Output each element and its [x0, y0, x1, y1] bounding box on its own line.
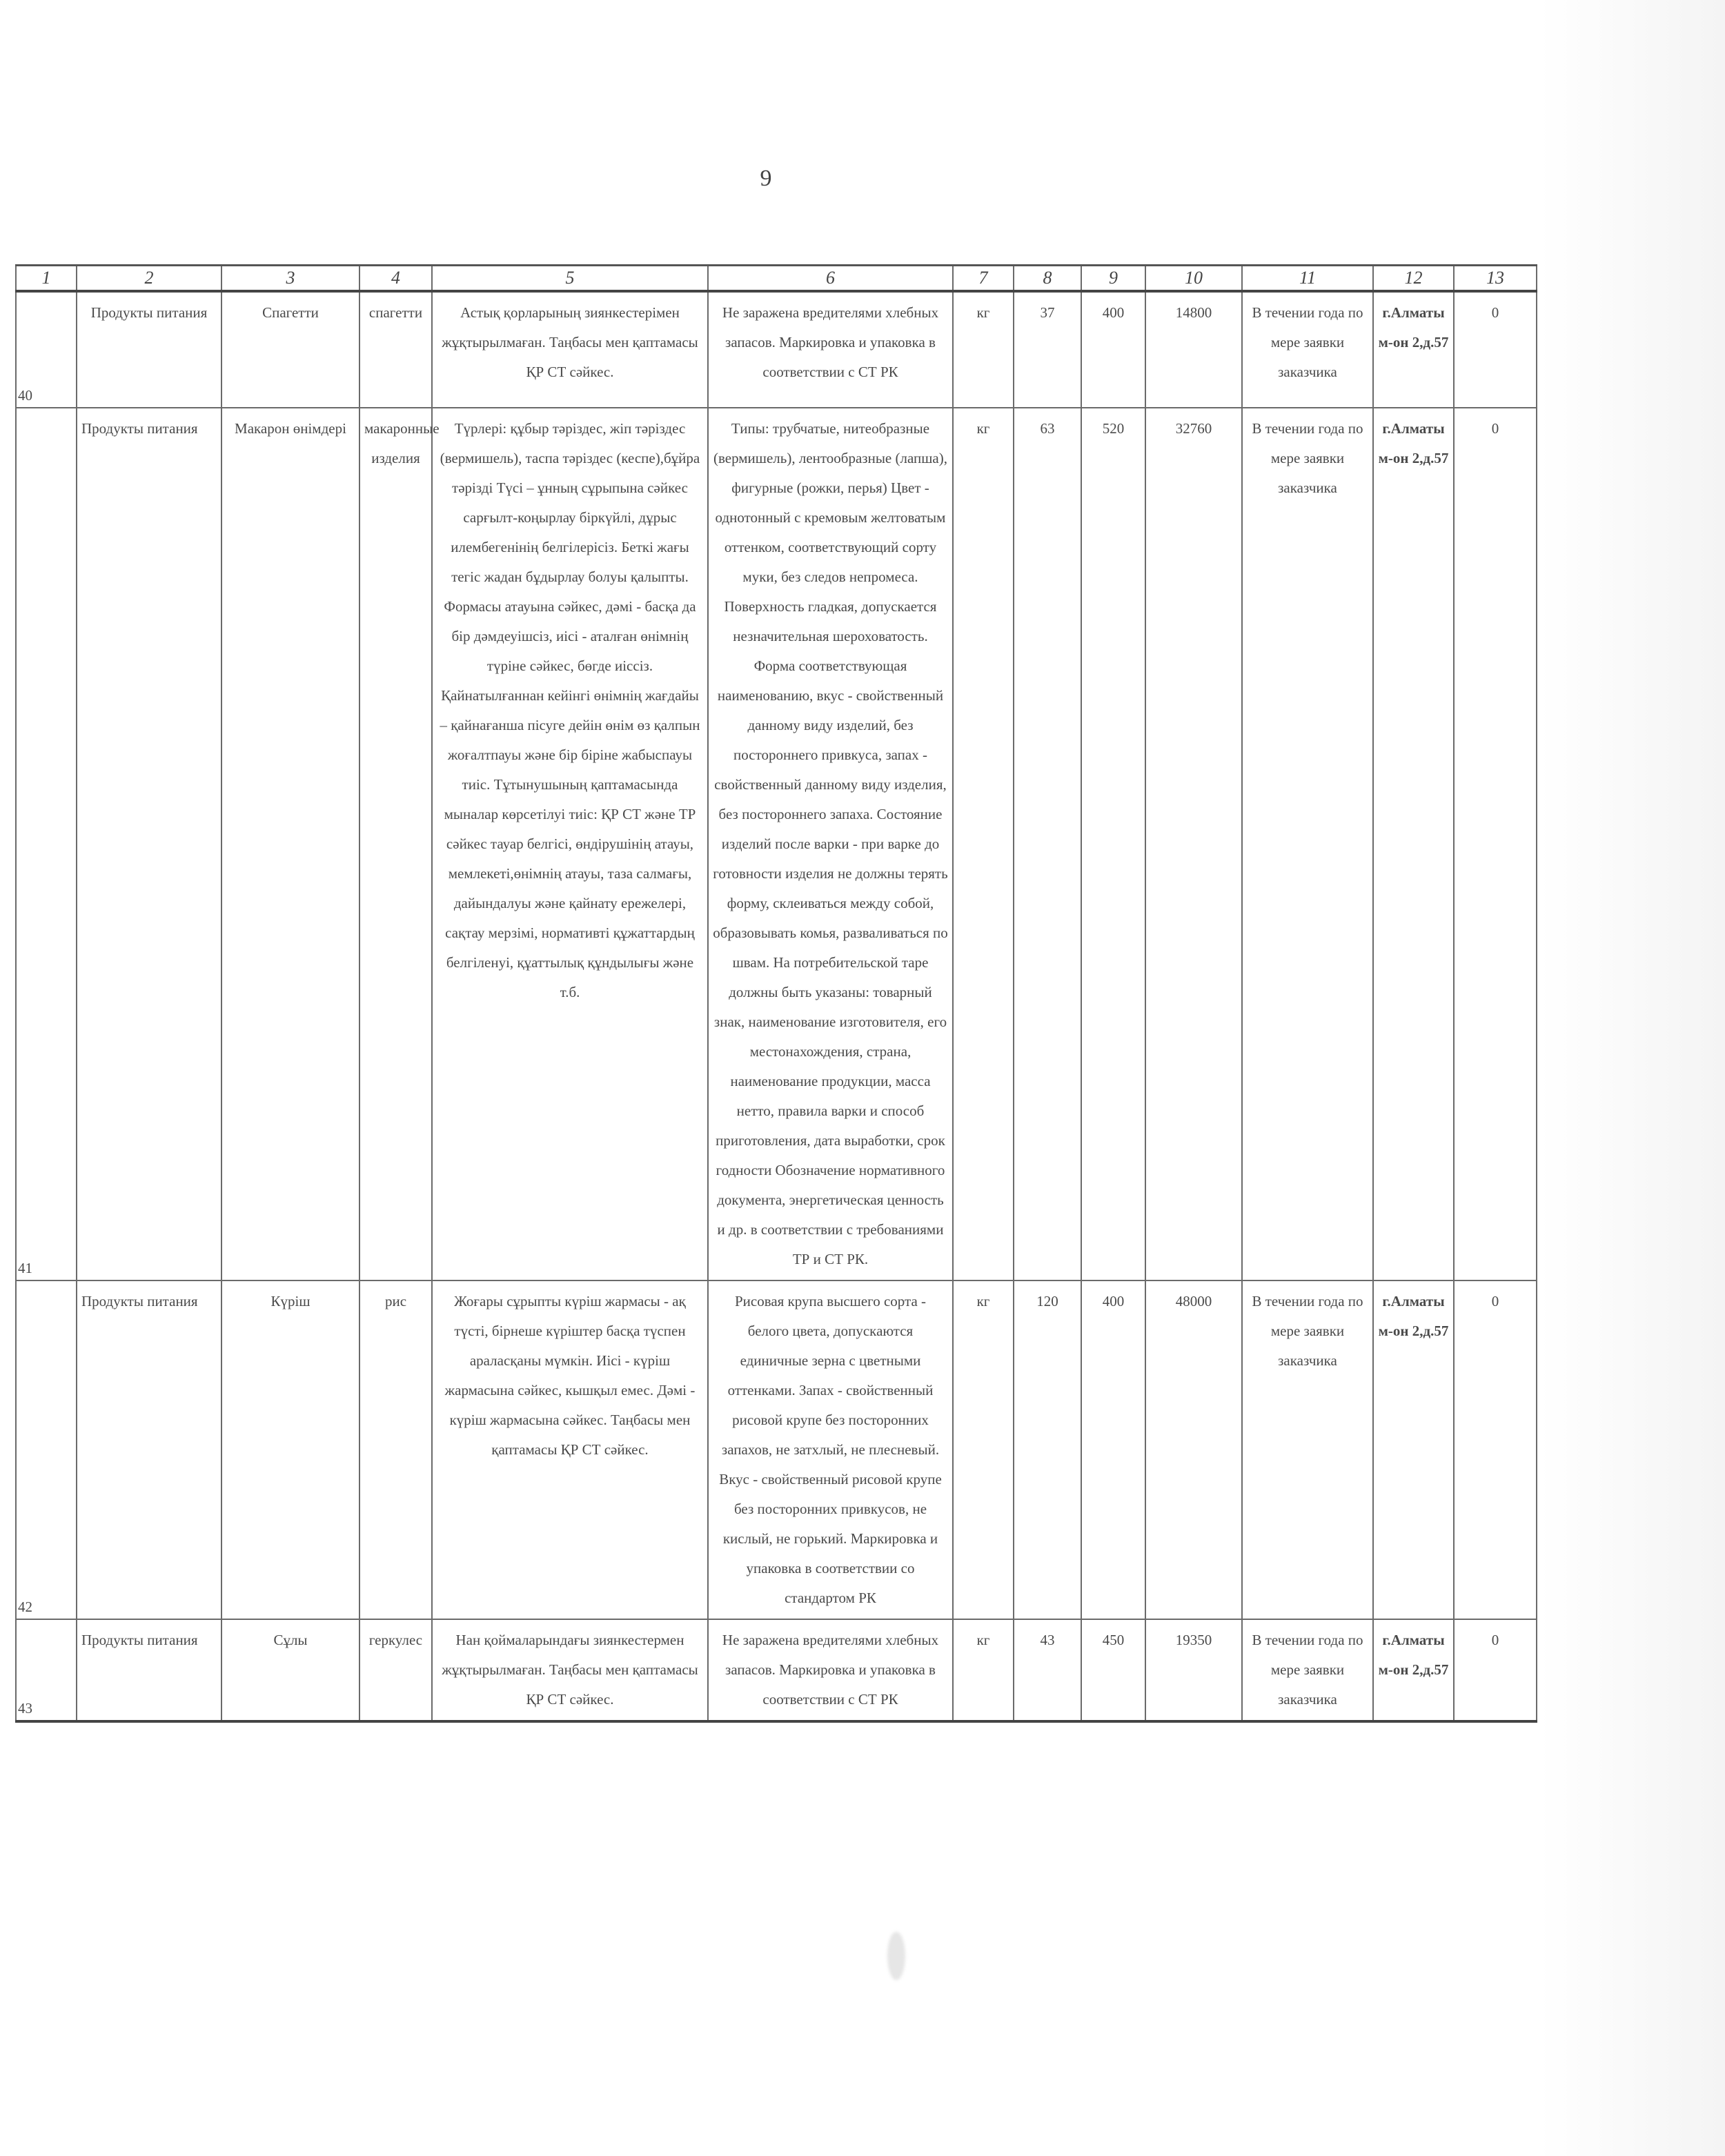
header-cell: 4 [359, 266, 432, 292]
row-number-cell [16, 408, 77, 1280]
row-number: 40 [18, 387, 32, 404]
quantity-cell: 37 [1014, 291, 1081, 408]
advance-cell: 0 [1454, 291, 1537, 408]
delivery-place-cell: г.Алматы м-он 2,д.57 [1373, 408, 1454, 1280]
unit-cell: кг [953, 1280, 1014, 1619]
unit-cell: кг [953, 291, 1014, 408]
page-number: 9 [760, 166, 772, 191]
scan-edge-shading [1539, 0, 1725, 2156]
description-kz-cell: Жоғары сұрыпты күріш жармасы - ақ түсті, бірнеше күріштер басқа түспен араласқаны мүмкін. Иісі - күріш жармасына сәйкес, кышқыл емес. Дәмі - күріш жармасына сәйкес. Таңбасы мен қаптамасы ҚР СТ сәйкес. [432, 1280, 708, 1619]
name-ru-cell: геркулес [359, 1619, 432, 1721]
description-kz-cell: Түрлері: құбыр тәріздес, жіп тәріздес (вермишель), таспа тәріздес (кеспе),бұйра тәрізді Түсі – ұнның сұрыпына сәйкес сарғылт-коңырлау біркүйлі, дұрыс илембегенінің белгілерісіз. Беткі жағы тегіс жадан бұдырлау болуы қалыпты. Формасы атауына сәйкес, дәмі - басқа да бір дәмдеуішсіз, иісі - аталған өнімнің түріне сәйкес, бөгде иіссіз. Қайнатылғаннан кейінгі өнімнің жағдайы – қайнағанша пісуге дейін өнім өз қалпын жоғалтпауы және бір біріне жабыспауы тиіс. Тұтынушының қаптамасында мыналар көрсетілуі тиіс: ҚР СТ және ТР сәйкес тауар белгісі, өндірушінің атауы, мемлекетi,өнiмнiң атауы, таза салмағы, дайындалуы және қайнату ережелері, сақтау мерзімі, нормативті құжаттардың белгіленуі, құаттылық құндылығы және т.б. [432, 408, 708, 1280]
delivery-place-cell: г.Алматы м-он 2,д.57 [1373, 1280, 1454, 1619]
price-cell: 450 [1081, 1619, 1145, 1721]
name-ru-cell: рис [359, 1280, 432, 1619]
header-cell: 12 [1373, 266, 1454, 292]
header-cell: 7 [953, 266, 1014, 292]
quantity-cell: 43 [1014, 1619, 1081, 1721]
price-cell: 520 [1081, 408, 1145, 1280]
price-cell: 400 [1081, 291, 1145, 408]
column-number-header [16, 266, 1537, 292]
name-kz-cell: Спагетти [221, 291, 359, 408]
name-kz-cell: Күріш [221, 1280, 359, 1619]
description-kz-cell: Нан қоймаларындағы зиянкестермен жұқтырылмаған. Таңбасы мен қаптамасы ҚР СТ сәйкес. [432, 1619, 708, 1721]
delivery-term-cell: В течении года по мере заявки заказчика [1242, 1619, 1373, 1721]
unit-cell: кг [953, 408, 1014, 1280]
row-number-cell [16, 1619, 77, 1721]
quantity-cell: 63 [1014, 408, 1081, 1280]
unit-cell: кг [953, 1619, 1014, 1721]
advance-cell: 0 [1454, 1619, 1537, 1721]
header-cell: 6 [708, 266, 953, 292]
delivery-term-cell: В течении года по мере заявки заказчика [1242, 291, 1373, 408]
delivery-term-cell: В течении года по мере заявки заказчика [1242, 1280, 1373, 1619]
header-cell: 5 [432, 266, 708, 292]
scan-speck [887, 1932, 905, 1980]
row-number: 41 [18, 1260, 32, 1276]
name-ru-cell: макаронные изделия [359, 408, 432, 1280]
sum-cell: 48000 [1145, 1280, 1242, 1619]
description-ru-cell: Рисовая крупа высшего сорта - белого цвета, допускаются единичные зерна с цветными оттенками. Запах - свойственный рисовой крупе без посторонних запахов, не затхлый, не плесневый. Вкус - свойственный рисовой крупе без посторонних привкусов, не кислый, не горький. Маркировка и упаковка в соответствии со стандартом РК [708, 1280, 953, 1619]
table-row [16, 1280, 1537, 1619]
table-row [16, 291, 1537, 408]
category-cell: Продукты питания [77, 408, 221, 1280]
sum-cell: 14800 [1145, 291, 1242, 408]
category-cell: Продукты питания [77, 1619, 221, 1721]
row-number-cell [16, 1280, 77, 1619]
header-cell: 13 [1454, 266, 1537, 292]
sum-cell: 32760 [1145, 408, 1242, 1280]
name-kz-cell: Макарон өнімдері [221, 408, 359, 1280]
header-cell: 10 [1145, 266, 1242, 292]
row-number: 43 [18, 1700, 32, 1717]
delivery-place-cell: г.Алматы м-он 2,д.57 [1373, 291, 1454, 408]
header-cell: 3 [221, 266, 359, 292]
category-cell: Продукты питания [77, 1280, 221, 1619]
advance-cell: 0 [1454, 408, 1537, 1280]
delivery-term-cell: В течении года по мере заявки заказчика [1242, 408, 1373, 1280]
row-number-cell [16, 291, 77, 408]
header-cell: 11 [1242, 266, 1373, 292]
delivery-place-cell: г.Алматы м-он 2,д.57 [1373, 1619, 1454, 1721]
row-number: 42 [18, 1599, 32, 1615]
price-cell: 400 [1081, 1280, 1145, 1619]
header-cell: 9 [1081, 266, 1145, 292]
header-cell: 1 [16, 266, 77, 292]
quantity-cell: 120 [1014, 1280, 1081, 1619]
description-ru-cell: Не заражена вредителями хлебных запасов. Маркировка и упаковка в соответствии с СТ РК [708, 291, 953, 408]
table-row [16, 1619, 1537, 1721]
category-cell: Продукты питания [77, 291, 221, 408]
description-ru-cell: Типы: трубчатые, нитеобразные (вермишель), лентообразные (лапша), фигурные (рожки, перья) Цвет - однотонный с кремовым желтоватым оттенком, соответствующий сорту муки, без следов непромеса. Поверхность гладкая, допускается незначительная шероховатость. Форма соответствующая наименованию, вкус - свойственный данному виду изделий, без постороннего привкуса, запах - свойственный данному виду изделия, без постороннего запаха. Состояние изделий после варки - при варке до готовности изделия не должны терять форму, склеиваться между собой, образовывать комья, разваливаться по швам. На потребительской таре должны быть указаны: товарный знак, наименование изготовителя, его местонахождения, страна, наименование продукции, масса нетто, правила варки и способ приготовления, дата выработки, срок годности Обозначение нормативного документа, энергетическая ценность и др. в соответствии с требованиями ТР и СТ РК. [708, 408, 953, 1280]
description-ru-cell: Не заражена вредителями хлебных запасов. Маркировка и упаковка в соответствии с СТ РК [708, 1619, 953, 1721]
description-kz-cell: Астық қорларының зиянкестерімен жұқтырылмаған. Таңбасы мен қаптамасы ҚР СТ сәйкес. [432, 291, 708, 408]
name-ru-cell: спагетти [359, 291, 432, 408]
header-cell: 8 [1014, 266, 1081, 292]
advance-cell: 0 [1454, 1280, 1537, 1619]
name-kz-cell: Сұлы [221, 1619, 359, 1721]
table-row [16, 408, 1537, 1280]
header-cell: 2 [77, 266, 221, 292]
sum-cell: 19350 [1145, 1619, 1242, 1721]
procurement-table [15, 264, 1537, 1723]
